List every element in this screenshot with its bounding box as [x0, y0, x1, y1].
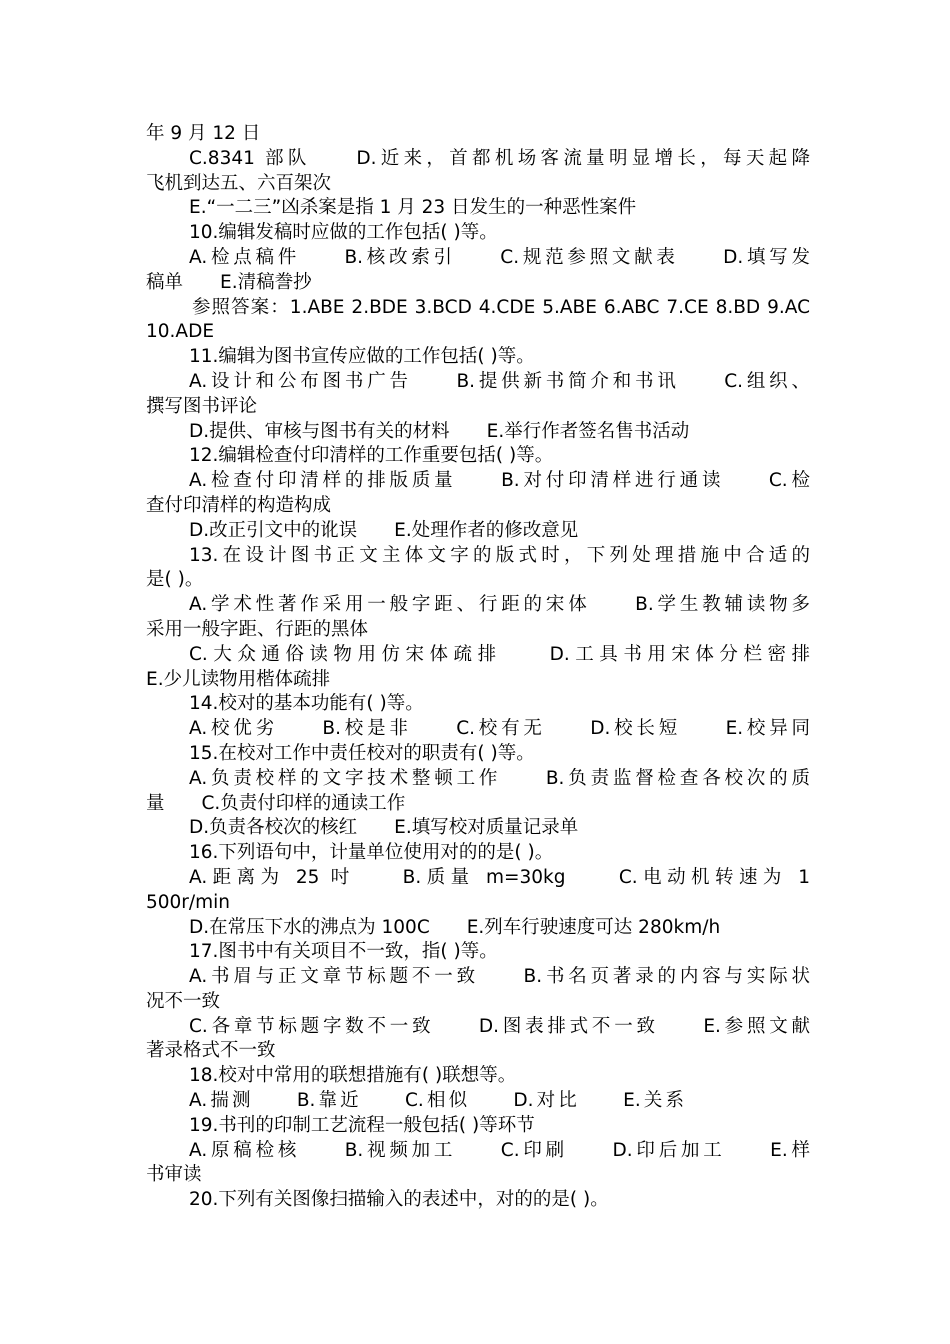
text-line: C.大众通俗读物用仿宋体疏排 D.工具书用宋体分栏密排 [189, 643, 810, 665]
text-line: E.“一二三”凶杀案是指 1 月 23 日发生的一种恶性案件 [189, 197, 637, 219]
answer-key-line: 参照答案：1.ABE 2.BDE 3.BCD 4.CDE 5.ABE 6.ABC 7.CE 8.BD 9.AC [192, 296, 810, 318]
text-line: 500r/min [146, 891, 231, 913]
text-line: A.学术性著作采用一般字距、行距的宋体 B.学生教辅读物多 [189, 594, 810, 616]
answer-key-line: 10.ADE [146, 321, 215, 343]
text-line: 稿单 E.清稿誊抄 [146, 271, 312, 293]
text-line: 是( )。 [146, 569, 204, 591]
question-line: 11.编辑为图书宣传应做的工作包括( )等。 [189, 346, 535, 368]
text-line: A.检查付印清样的排版质量 B.对付印清样进行通读 C.检 [189, 470, 810, 492]
text-line: A.揣测 B.靠近 C.相似 D.对比 E.关系 [189, 1090, 684, 1112]
text-line: 量 C.负责付印样的通读工作 [146, 792, 406, 814]
text-line: A.负责校样的文字技术整顿工作 B.负责监督检查各校次的质 [189, 767, 810, 789]
question-line: 20.下列有关图像扫描输入的表述中，对的的是( )。 [189, 1189, 609, 1211]
text-line: 飞机到达五、六百架次 [146, 172, 332, 194]
text-line: C.8341 部队 D.近来，首都机场客流量明显增长，每天起降 [189, 147, 810, 169]
text-line: A.检点稿件 B.核改索引 C.规范参照文献表 D.填写发 [189, 246, 810, 268]
question-line: 14.校对的基本功能有( )等。 [189, 693, 424, 715]
document-body [146, 122, 810, 1213]
text-line: D.改正引文中的讹误 E.处理作者的修改意见 [189, 519, 579, 541]
text-line: 查付印清样的构造构成 [146, 494, 332, 516]
question-line: 17.图书中有关项目不一致，指( )等。 [189, 941, 498, 963]
text-line: 书审读 [146, 1164, 202, 1186]
text-line: 采用一般字距、行距的黑体 [146, 618, 369, 640]
text-line: 年 9 月 12 日 [146, 123, 261, 144]
question-line: 19.书刊的印制工艺流程一般包括( )等环节 [189, 1114, 535, 1136]
text-line: A.距离为 25 吋 B.质量 m=30kg C.电动机转速为 1 [189, 866, 810, 888]
text-line: D.负责各校次的核红 E.填写校对质量记录单 [189, 817, 579, 839]
question-line: 13.在设计图书正文主体文字的版式时，下列处理措施中合适的 [189, 544, 810, 566]
text-line: 著录格式不一致 [146, 1040, 276, 1062]
text-line: A.设计和公布图书广告 B.提供新书简介和书讯 C.组织、 [189, 370, 810, 392]
text-line: A.原稿检核 B.视频加工 C.印刷 D.印后加工 E.样 [189, 1139, 810, 1161]
text-line: A.校优劣 B.校是非 C.校有无 D.校长短 E.校异同 [189, 718, 810, 740]
text-line: 10.编辑发稿时应做的工作包括( )等。 [189, 222, 498, 244]
text-line: 况不一致 [146, 990, 221, 1012]
text-line: D.在常压下水的沸点为 100C E.列车行驶速度可达 280km/h [189, 916, 721, 938]
text-line: E.少儿读物用楷体疏排 [146, 668, 331, 690]
question-line: 18.校对中常用的联想措施有( )联想等。 [189, 1065, 517, 1087]
question-line: 12.编辑检查付印清样的工作重要包括( )等。 [189, 445, 554, 467]
text-line: D.提供、审核与图书有关的材料 E.举行作者签名售书活动 [189, 420, 690, 442]
question-line: 15.在校对工作中责任校对的职责有( )等。 [189, 742, 535, 764]
question-line: 16.下列语句中，计量单位使用对的的是( )。 [189, 842, 554, 864]
text-line: C.各章节标题字数不一致 D.图表排式不一致 E.参照文献 [189, 1015, 810, 1037]
text-line: 撰写图书评论 [146, 395, 258, 417]
text-line: A.书眉与正文章节标题不一致 B.书名页著录的内容与实际状 [189, 966, 810, 988]
